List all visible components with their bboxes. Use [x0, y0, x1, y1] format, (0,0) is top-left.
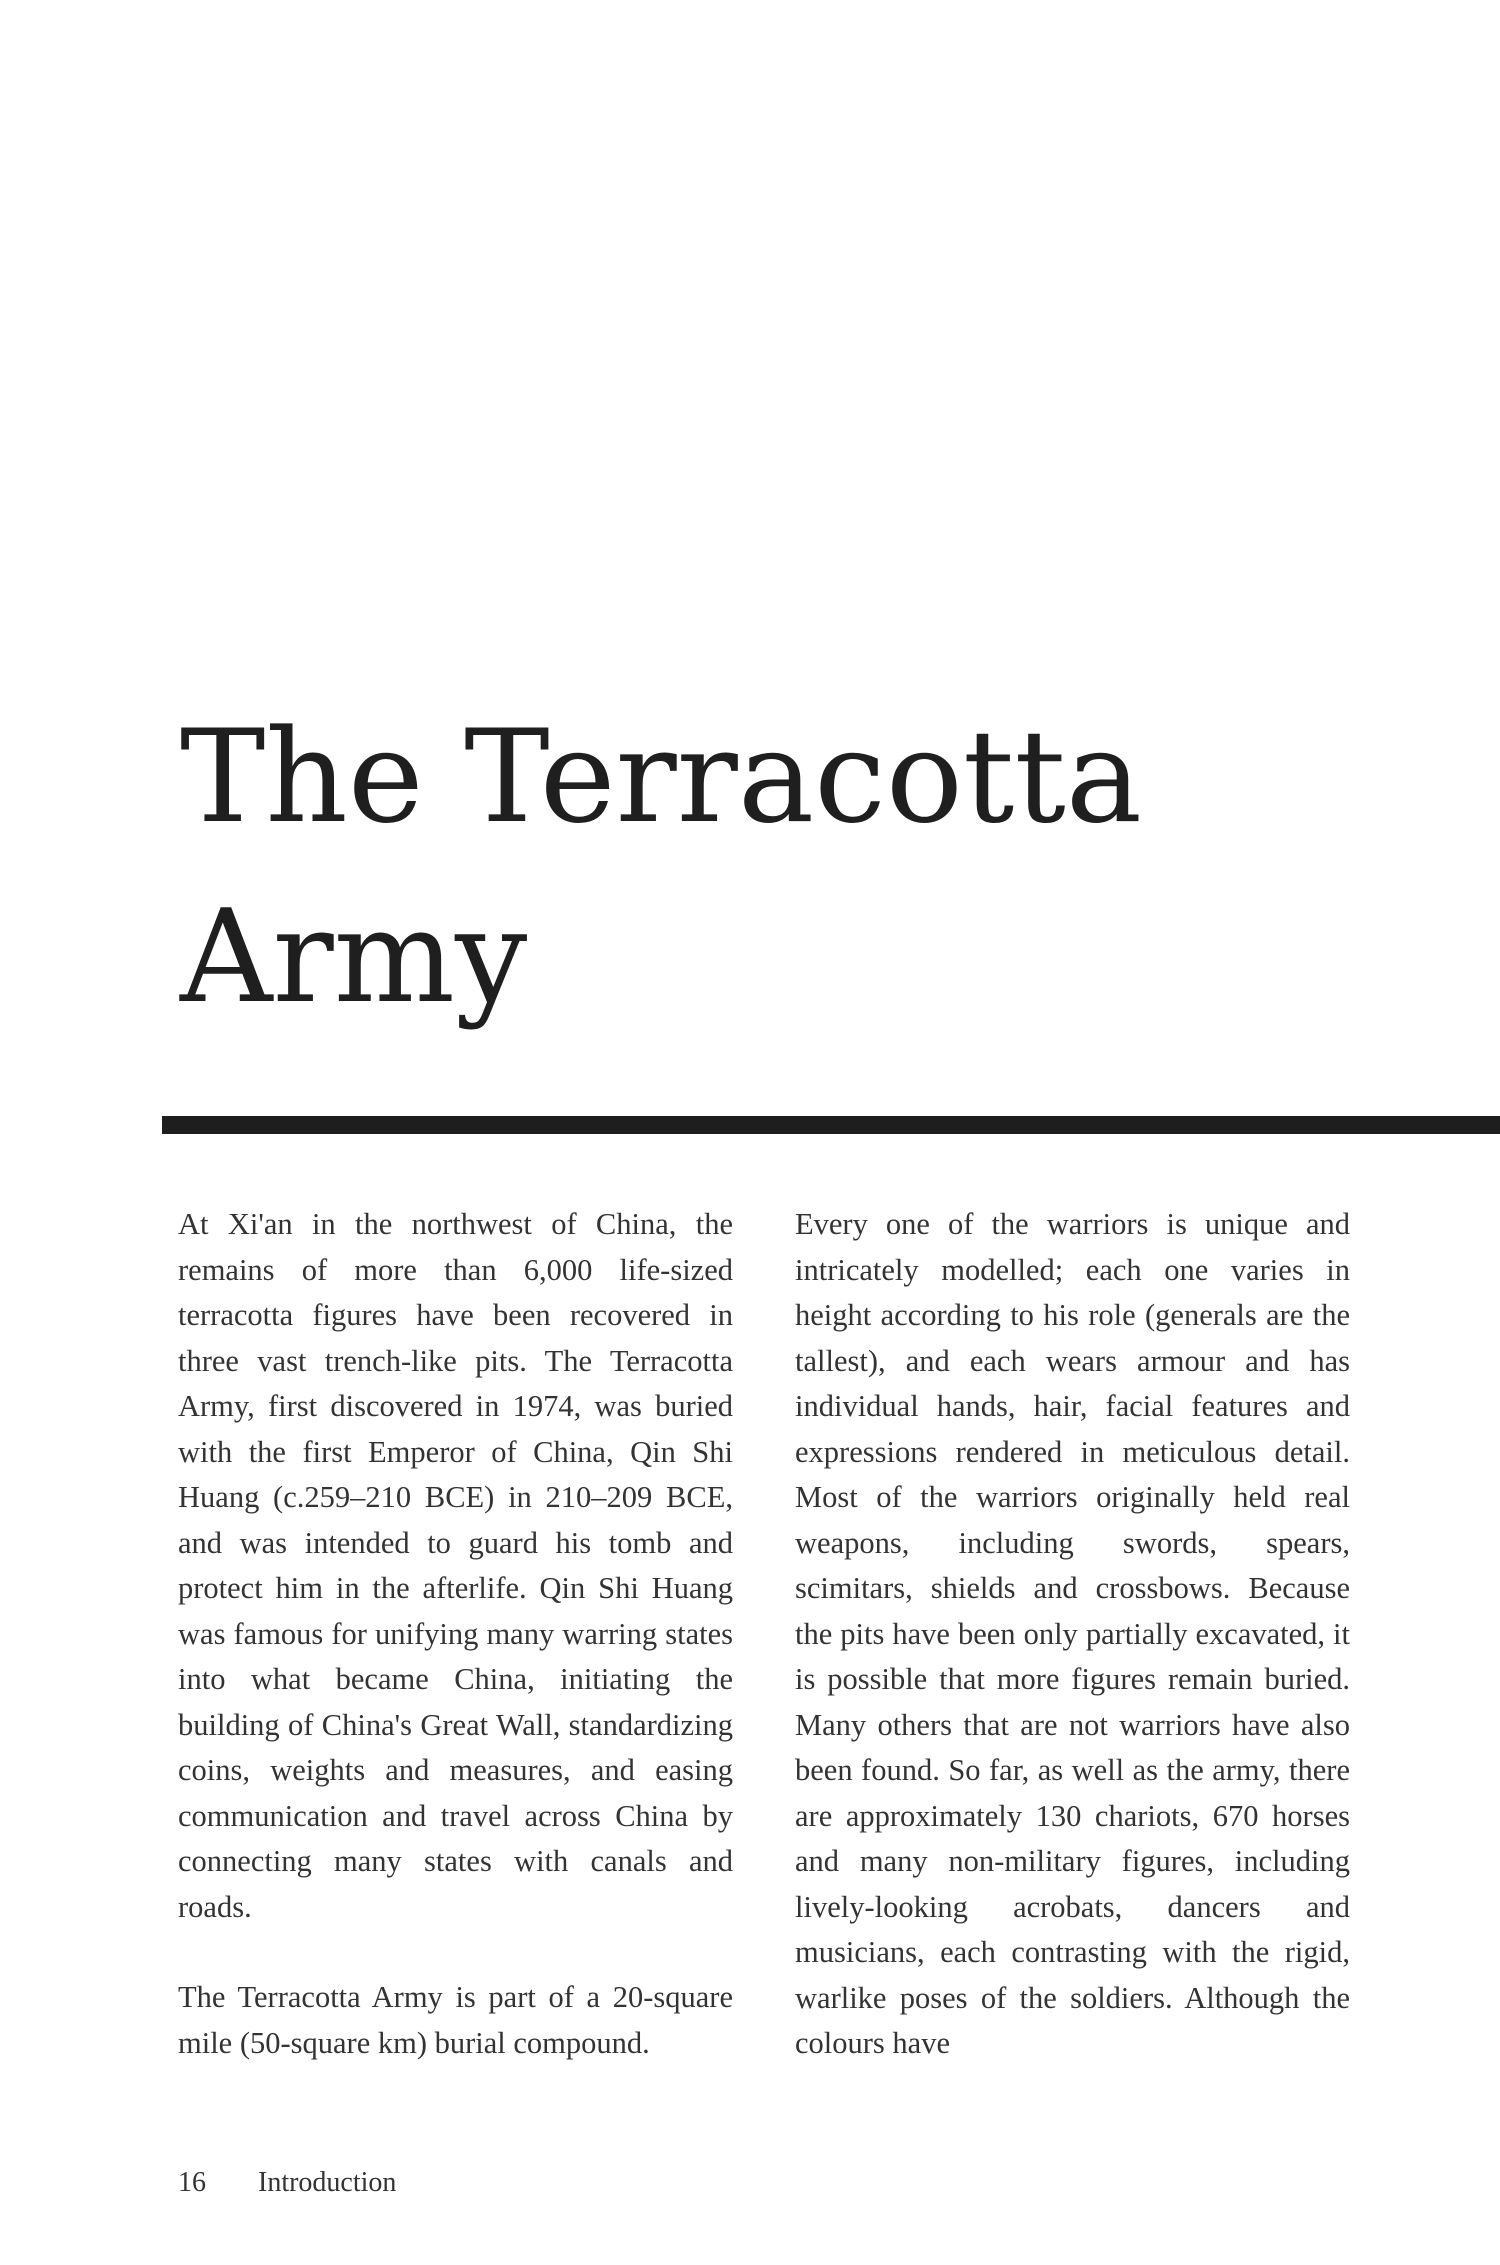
body-paragraph: The Terracotta Army is part of a 20-square mile (50-square km) burial compound. [178, 1980, 733, 2060]
running-footer-section: Introduction [258, 2167, 397, 2198]
chapter-title-line-2: Army [180, 883, 528, 1032]
text-column-right [795, 1202, 1350, 2067]
page-footer [178, 2167, 396, 2199]
text-column-left [178, 1202, 733, 2066]
title-divider-rule [162, 1116, 1500, 1134]
chapter-title-line-1: The Terracotta [180, 703, 1143, 852]
page-number: 16 [178, 2167, 206, 2198]
body-paragraph: At Xi'an in the northwest of China, the remains of more than 6,000 life-sized terracotta figures have been recovered in three vast trench-like pits. The Terracotta Army, first discovered in 1974, was buried with the first Emperor of China, Qin Shi Huang (c.259–210 BCE) in 210–209 BCE, and was intended to guard his tomb and protect him in the afterlife. Qin Shi Huang was famous for unifying many warring states into what became China, initiating the building of China's Great Wall, standardizing coins, weights and measures, and easing communication and travel across China by connecting many states with canals and roads. [178, 1207, 733, 1924]
body-paragraph: Every one of the warriors is unique and intricately modelled; each one varies in height according to his role (generals are the tallest), and each wears armour and has individual hands, hair, facial features and expressions rendered in meticulous detail. Most of the warriors originally held real weapons, including swords, spears, scimitars, shields and crossbows. Because the pits have been only partially excavated, it is possible that more figures remain buried. Many others that are not warriors have also been found. So far, as well as the army, there are approximately 130 chariots, 670 horses and many non-military figures, including lively-looking acrobats, dancers and musicians, each contrasting with the rigid, warlike poses of the soldiers. Although the colours have [795, 1207, 1350, 2060]
chapter-title [180, 688, 1380, 1048]
